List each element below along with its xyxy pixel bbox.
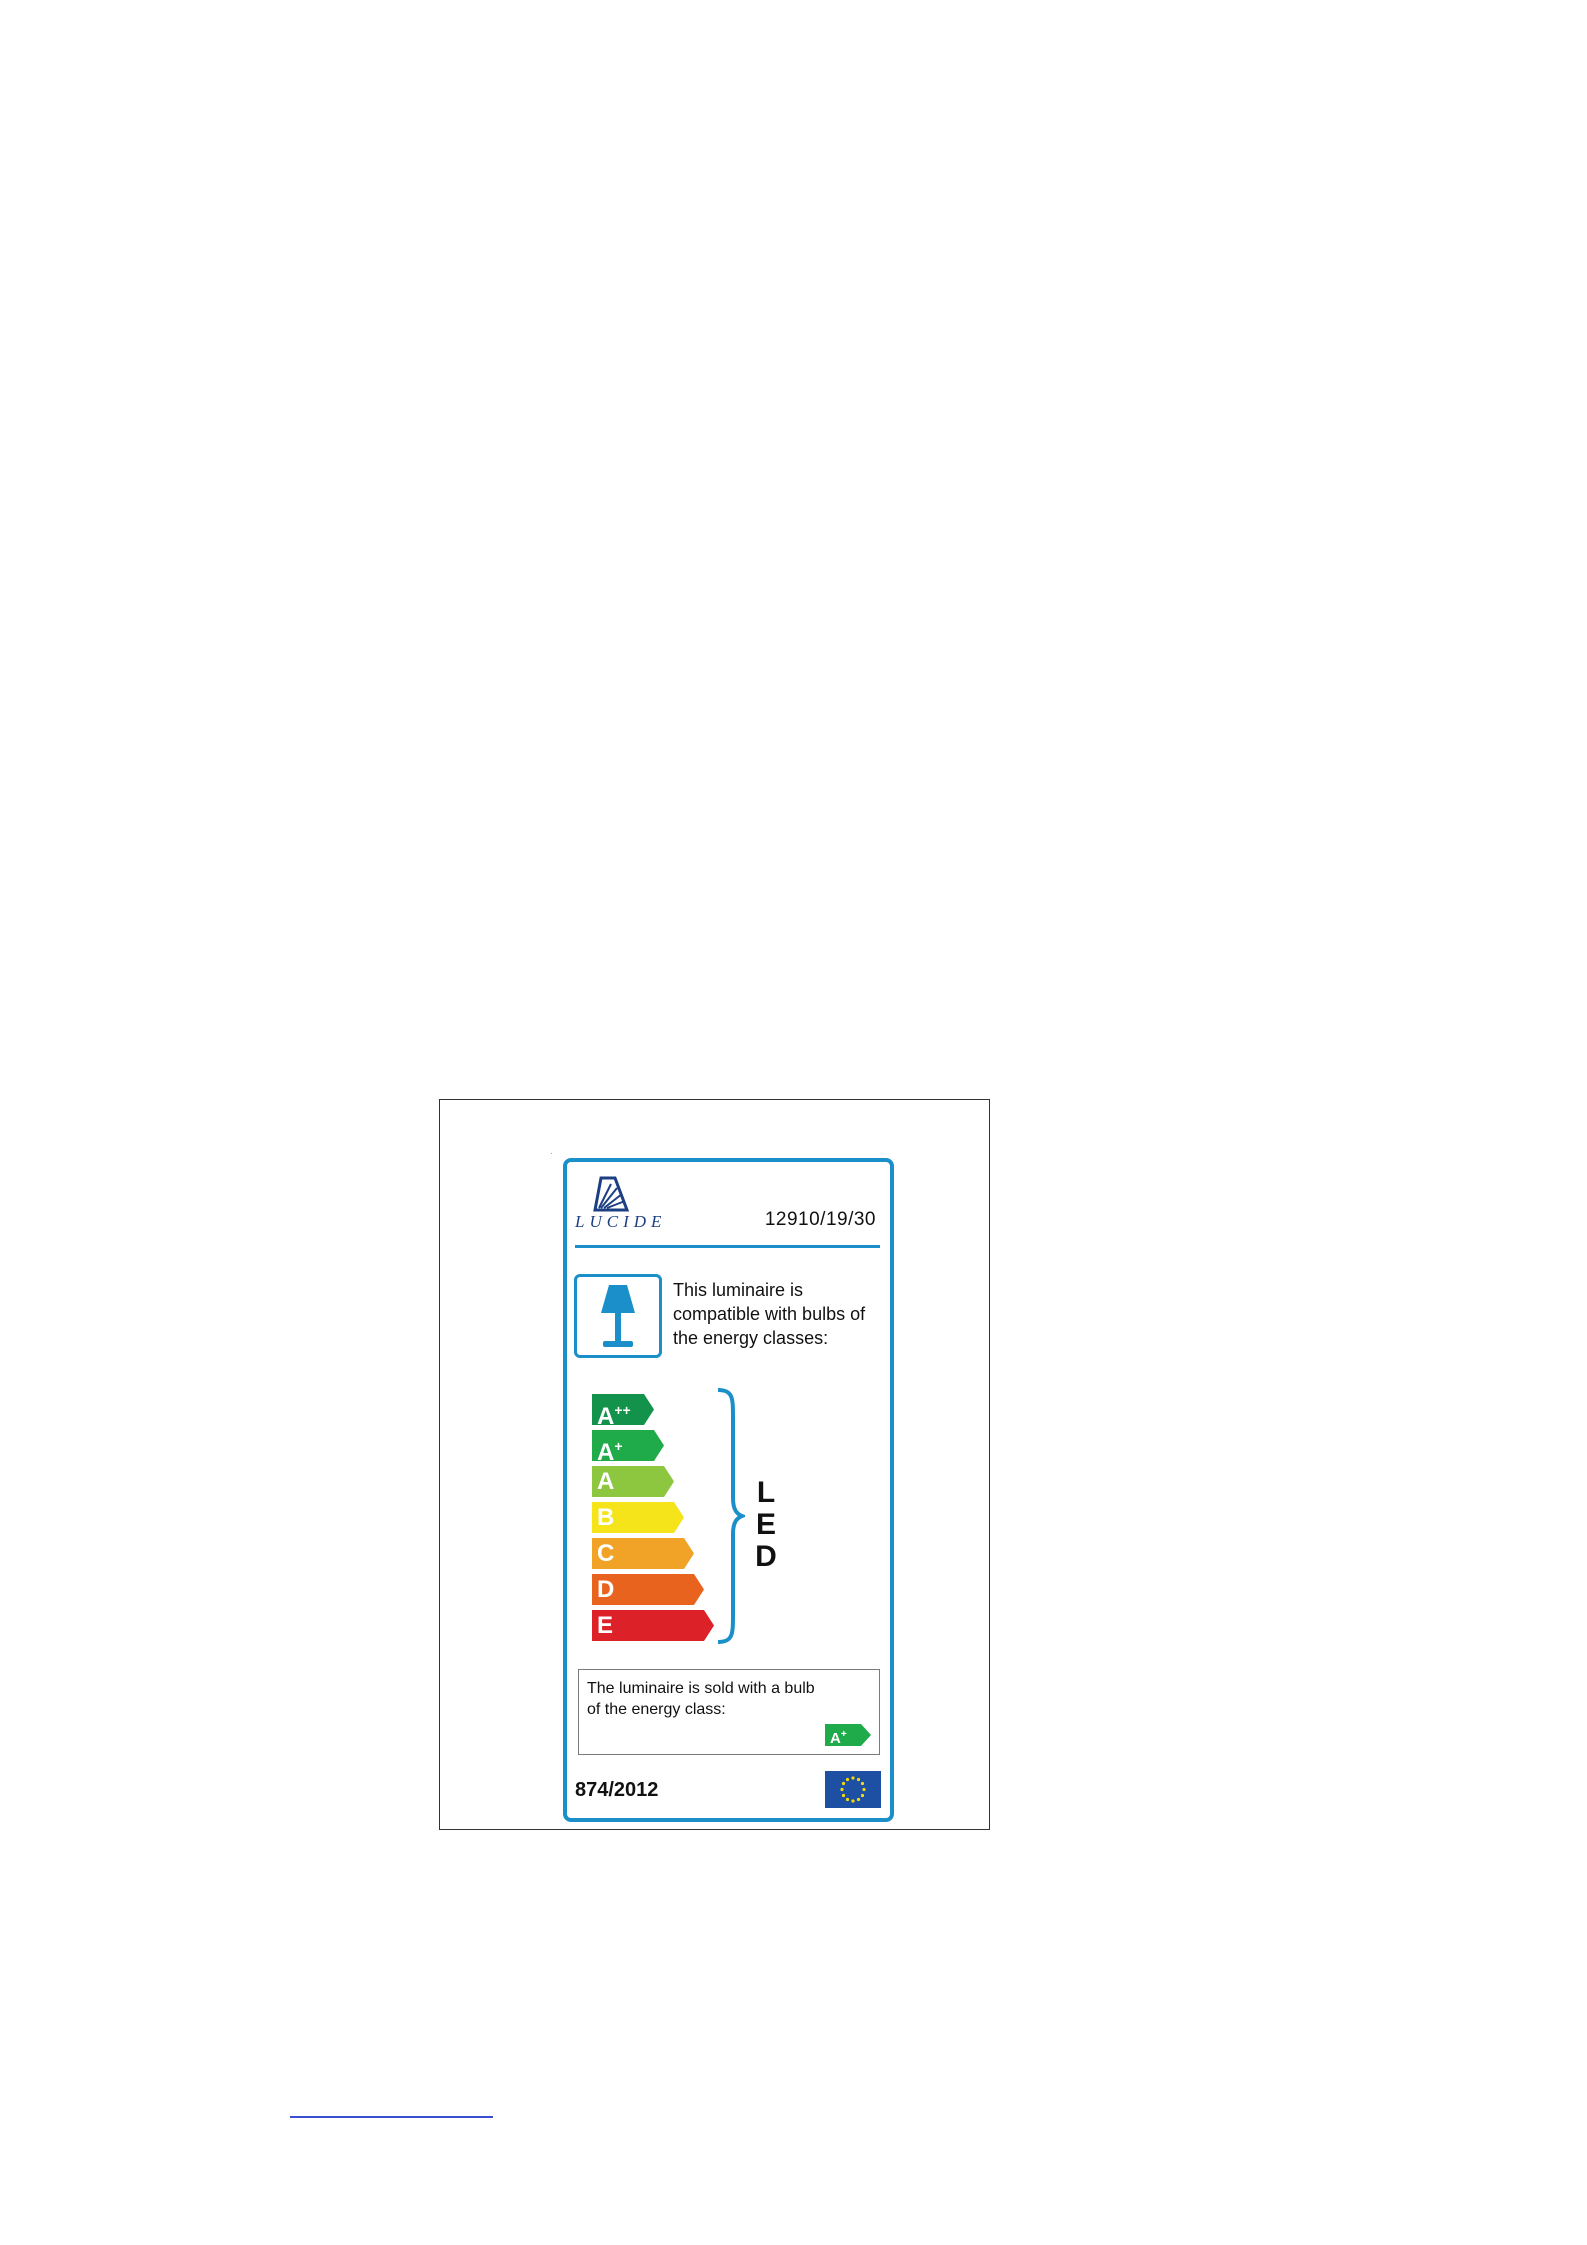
eu-flag-icon (825, 1771, 881, 1808)
curly-brace (715, 1388, 745, 1644)
sold-with-class-label: A+ (830, 1729, 847, 1747)
energy-class-label: D (597, 1576, 615, 1603)
model-number: 12910/19/30 (764, 1209, 876, 1230)
compatibility-text: This luminaire is compatible with bulbs of the energy classes: (673, 1280, 866, 1348)
led-technology-label: L E D (755, 1476, 777, 1573)
luminaire-pictogram (574, 1274, 662, 1358)
energy-class-label: B (597, 1504, 615, 1531)
energy-class-label: E (597, 1612, 614, 1639)
energy-class-aplusplus (592, 1394, 654, 1430)
energy-class-label: C (597, 1540, 615, 1567)
energy-class-e (592, 1610, 714, 1641)
brand-name: LUCIDE (575, 1212, 667, 1231)
energy-class-d (592, 1574, 704, 1605)
energy-class-b (592, 1502, 684, 1533)
energy-class-aplus (592, 1430, 664, 1466)
energy-label (563, 1158, 894, 1822)
energy-class-label: A+ (597, 1438, 623, 1466)
regulation-number: 874/2012 (575, 1779, 659, 1801)
energy-label-image-frame: . LUCIDE 12910/19/30 This luminaire is compatible with bulbs of the energy classes: A++ A+ A B C D E L E D The luminaire is sold with a bulb of the energy class: A+ 874/2012 (439, 1099, 990, 1830)
energy-class-label: A (597, 1468, 615, 1495)
hyperlink-underline[interactable] (290, 2116, 493, 2118)
sold-with-text: The luminaire is sold with a bulb of the energy class: (587, 1680, 815, 1718)
table-lamp-icon (577, 1277, 659, 1355)
energy-class-scale (592, 1394, 722, 1644)
header-divider (575, 1245, 880, 1248)
energy-class-a (592, 1466, 674, 1497)
sold-with-energy-class (825, 1724, 871, 1746)
energy-class-label: A++ (597, 1402, 631, 1430)
sold-with-bulb-box (578, 1669, 880, 1755)
energy-class-c (592, 1538, 694, 1569)
